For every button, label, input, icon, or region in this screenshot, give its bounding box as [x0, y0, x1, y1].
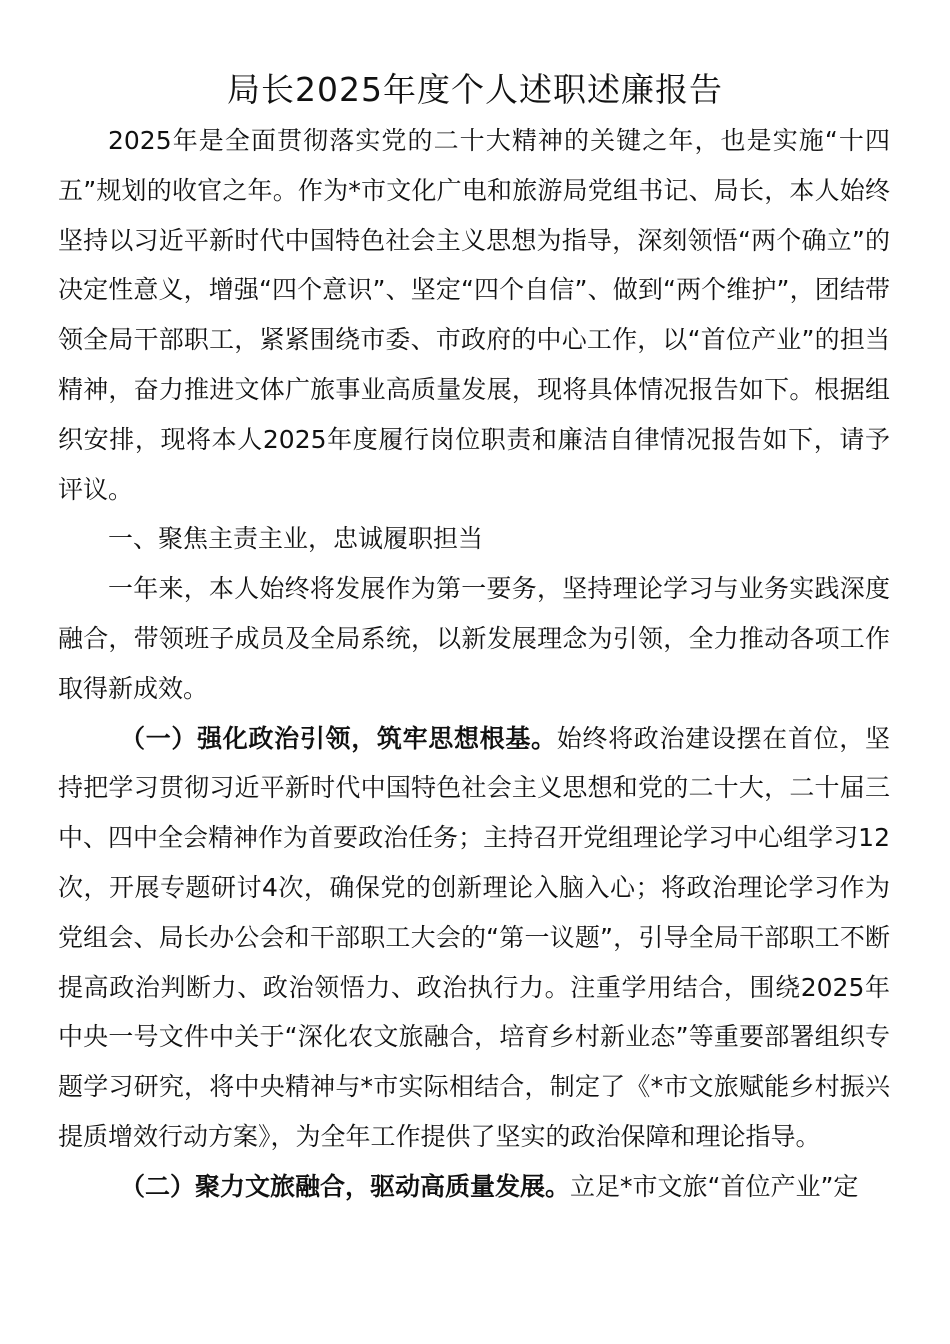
subsection-2-heading: （二）聚力文旅融合，驱动高质量发展。	[120, 1171, 571, 1201]
document-title: 局长2025年度个人述职述廉报告	[227, 70, 723, 109]
section-1-paragraph: 一年来，本人始终将发展作为第一要务，坚持理论学习与业务实践深度融合，带领班子成员及全局系统，以新发展理念为引领，全力推动各项工作取得新成效。	[58, 574, 890, 703]
intro-paragraph: 2025年是全面贯彻落实党的二十大精神的关键之年，也是实施“十四五”规划的收官之年。作为*市文化广电和旅游局党组书记、局长，本人始终坚持以习近平新时代中国特色社会主义思想为指导，深刻领悟“两个确立”的决定性意义，增强“四个意识”、坚定“四个自信”、做到“两个维护”，团结带领全局干部职工，紧紧围绕市委、市政府的中心工作，以“首位产业”的担当精神，奋力推进文体广旅事业高质量发展，现将具体情况报告如下。根据组织安排，现将本人2025年度履行岗位职责和廉洁自律情况报告如下，请予评议。	[58, 126, 890, 504]
document-body	[58, 116, 890, 1212]
section-1-heading: 一、聚焦主责主业，忠诚履职担当	[108, 524, 484, 554]
subsection-1-paragraph	[58, 714, 890, 1162]
subsection-2-text: 立足*市文旅“首位产业”定	[570, 1171, 859, 1201]
subsection-1-text: 始终将政治建设摆在首位，坚持把学习贯彻习近平新时代中国特色社会主义思想和党的二十大，二十届三中、四中全会精神作为首要政治任务；主持召开党组理论学习中心组学习12次，开展专题研讨4次，确保党的创新理论入脑入心；将政治理论学习作为党组会、局长办公会和干部职工大会的“第一议题”，引导全局干部职工不断提高政治判断力、政治领悟力、政治执行力。注重学用结合，围绕2025年中央一号文件中关于“深化农文旅融合，培育乡村新业态”等重要部署组织专题学习研究，将中央精神与*市实际相结合，制定了《*市文旅赋能乡村振兴提质增效行动方案》，为全年工作提供了坚实的政治保障和理论指导。	[58, 723, 890, 1151]
subsection-1-heading: （一）强化政治引领，筑牢思想根基。	[120, 723, 557, 753]
subsection-2-paragraph	[58, 1162, 890, 1212]
